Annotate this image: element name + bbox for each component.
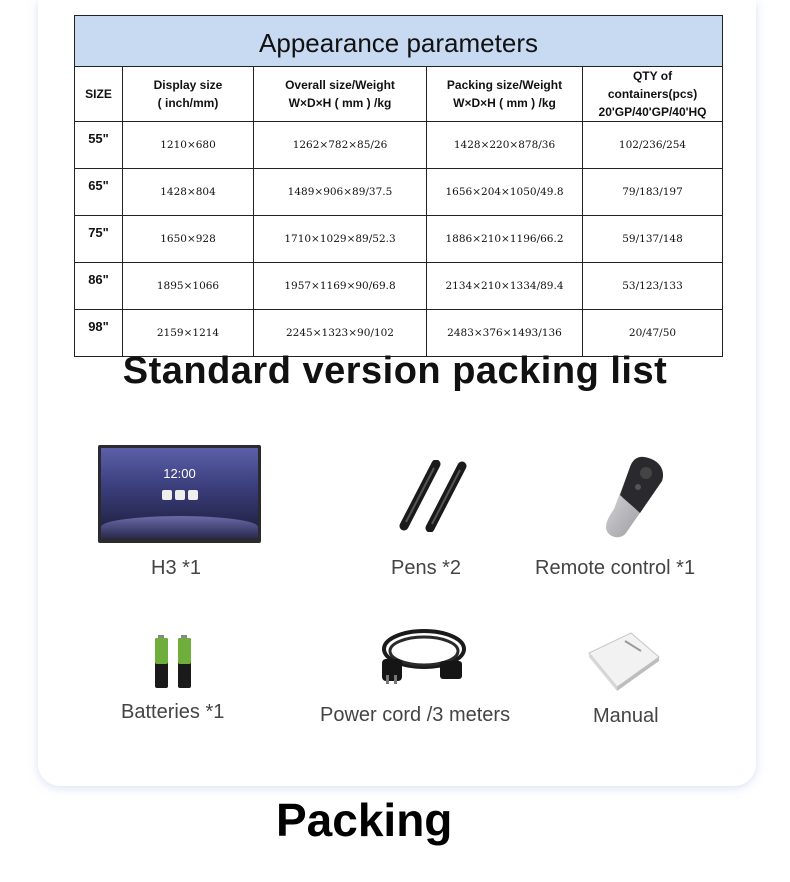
display-icon — [98, 445, 261, 543]
cell-display: 1895×1066 — [123, 263, 254, 310]
header-overall-size — [254, 67, 427, 122]
cell-display: 1650×928 — [123, 216, 254, 263]
remote-icon — [600, 455, 670, 540]
cell-packing: 2483×376×1493/136 — [427, 310, 583, 357]
cell-overall: 1710×1029×89/52.3 — [254, 216, 427, 263]
display-clock-text: 12:00 — [163, 466, 196, 481]
table-row — [75, 169, 723, 216]
pens-icon — [396, 460, 470, 532]
item-label-pens: Pens *2 — [391, 557, 462, 579]
item-label-power-cord: Power cord /3 meters — [320, 704, 511, 726]
table-header-row — [75, 67, 723, 122]
packing-list-heading: Standard version packing list — [122, 350, 668, 392]
display-screen — [101, 448, 258, 538]
table-row — [75, 122, 723, 169]
header-size: SIZE — [75, 67, 123, 122]
display-wallpaper — [101, 516, 258, 538]
header-display-line2: ( inch/mm) — [157, 96, 219, 110]
cell-display: 1210×680 — [123, 122, 254, 169]
power-cord-icon — [378, 625, 470, 687]
cell-size: 86" — [75, 263, 123, 310]
manual-icon — [585, 631, 663, 691]
header-qty-line3: 20'GP/40'GP/40'HQ — [598, 105, 707, 119]
item-label-batteries: Batteries *1 — [121, 701, 225, 723]
cell-qty: 102/236/254 — [583, 122, 723, 169]
cell-size: 75" — [75, 216, 123, 263]
cell-size: 65" — [75, 169, 123, 216]
header-overall-line2: W×D×H ( mm ) /kg — [288, 96, 392, 110]
cell-display: 1428×804 — [123, 169, 254, 216]
header-packing-line2: W×D×H ( mm ) /kg — [453, 96, 556, 110]
header-overall-line1: Overall size/Weight — [285, 78, 395, 92]
cell-qty: 53/123/133 — [583, 263, 723, 310]
cell-qty: 20/47/50 — [583, 310, 723, 357]
item-label-display: H3 *1 — [151, 557, 202, 579]
display-app-icons — [162, 490, 198, 500]
cell-packing: 2134×210×1334/89.4 — [427, 263, 583, 310]
cell-packing: 1428×220×878/36 — [427, 122, 583, 169]
cell-overall: 2245×1323×90/102 — [254, 310, 427, 357]
table-row — [75, 216, 723, 263]
appearance-parameters-table — [74, 15, 723, 357]
cell-qty: 59/137/148 — [583, 216, 723, 263]
header-display-line1: Display size — [153, 78, 223, 92]
table-row — [75, 263, 723, 310]
item-label-manual: Manual — [593, 705, 659, 727]
cell-size: 55" — [75, 122, 123, 169]
cell-overall: 1957×1169×90/69.8 — [254, 263, 427, 310]
cell-overall: 1489×906×89/37.5 — [254, 169, 427, 216]
cell-size: 98" — [75, 310, 123, 357]
header-qty-containers — [583, 67, 723, 122]
cell-overall: 1262×782×85/26 — [254, 122, 427, 169]
header-display-size — [123, 67, 254, 122]
cell-packing: 1656×204×1050/49.8 — [427, 169, 583, 216]
header-qty-line1: QTY of — [632, 69, 673, 83]
cell-packing: 1886×210×1196/66.2 — [427, 216, 583, 263]
packing-title: Packing — [276, 794, 453, 846]
cell-display: 2159×1214 — [123, 310, 254, 357]
header-qty-line2: containers(pcs) — [607, 87, 698, 101]
cell-qty: 79/183/197 — [583, 169, 723, 216]
item-label-remote: Remote control *1 — [535, 557, 696, 579]
header-packing-size — [427, 67, 583, 122]
header-packing-line1: Packing size/Weight — [446, 78, 563, 92]
battery-icon — [154, 633, 196, 689]
table-title: Appearance parameters — [75, 16, 723, 67]
